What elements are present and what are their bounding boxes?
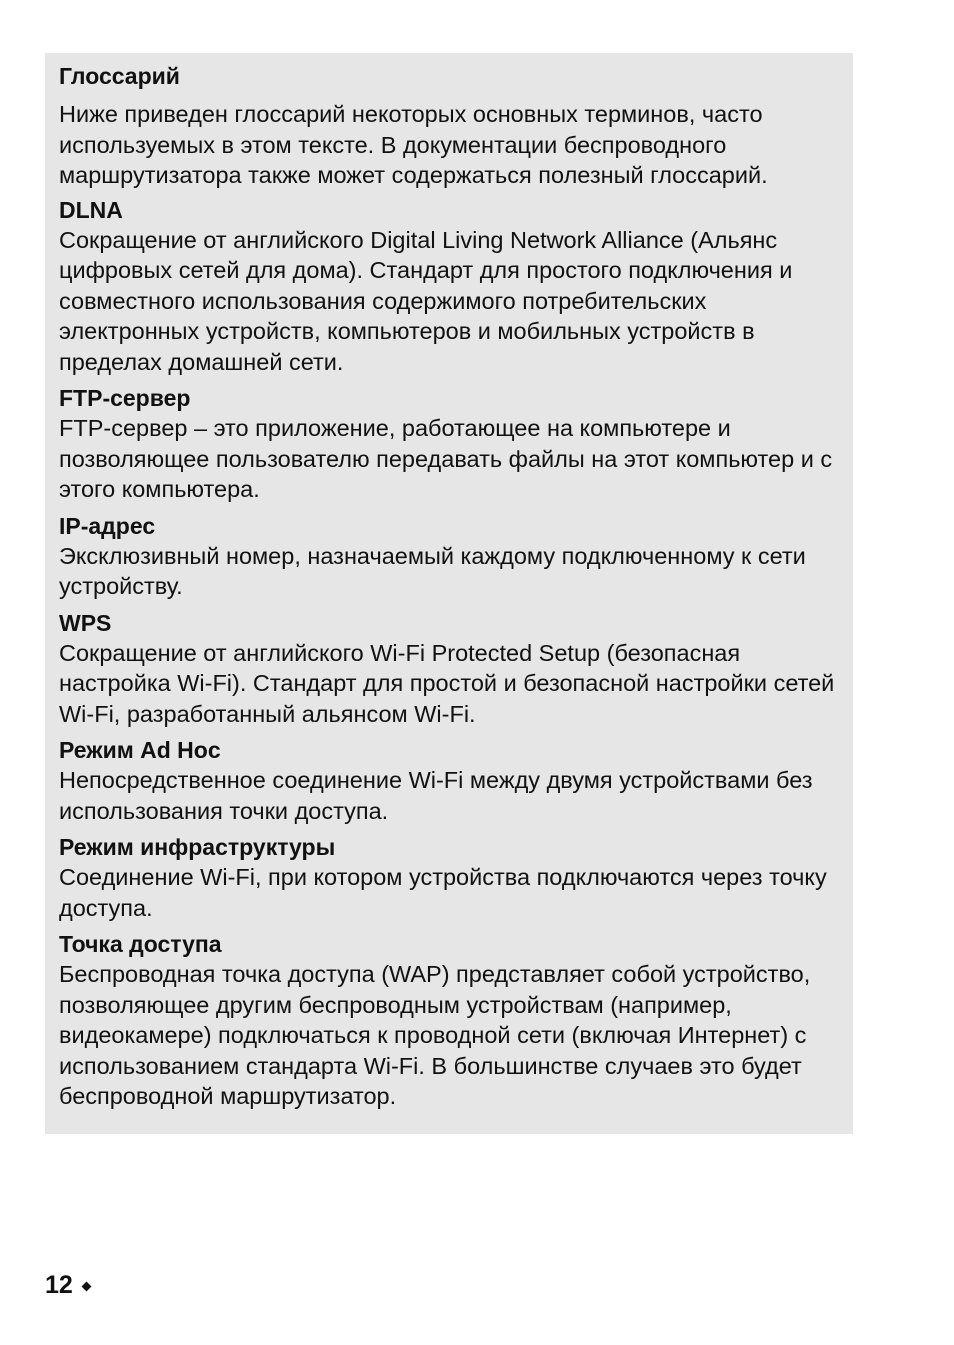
glossary-term: DLNA [59,196,123,223]
glossary-definition: Эксклюзивный номер, назначаемый каждому подключенному к сети устройству. [59,542,806,599]
glossary-term: FTP-сервер [59,385,191,411]
glossary-term: Точка доступа [59,931,222,957]
glossary-term: Режим Ad Hoc [59,737,221,763]
glossary-definition: Сокращение от английского Digital Living Network Alliance (Альянс цифровых сетей для дома). Стандарт для простого подключения и совместного использования содержимого потребительских электронных устройств, компьютеров и мобильных устройств в пределах домашней сети. [59,226,793,375]
page-number: 12 [45,1271,73,1299]
glossary-entry-wps [59,608,843,730]
glossary-definition: Беспроводная точка доступа (WAP) представляет собой устройство, позволяющее другим беспроводным устройствам (например, видеокамере) подключаться к проводной сети (включая Интернет) с использованием стандарта Wi-Fi. В большинстве случаев это будет беспроводной маршрутизатор. [59,961,811,1109]
glossary-term: IP-адрес [59,512,156,539]
glossary-entry-ad-hoc [59,735,843,826]
glossary-definition: FTP-сервер – это приложение, работающее на компьютере и позволяющее пользователю передавать файлы на этот компьютер и с этого компьютера. [59,415,833,502]
glossary-entry-infrastructure [59,832,843,923]
glossary-entry-ftp-server [59,383,843,505]
glossary-definition: Соединение Wi-Fi, при котором устройства подключаются через точку доступа. [59,864,827,921]
glossary-term: WPS [59,609,112,636]
glossary-entry-ip-address [59,511,843,602]
glossary-definition: Непосредственное соединение Wi-Fi между двумя устройствами без использования точки доступа. [59,767,813,824]
glossary-box [45,53,853,1134]
glossary-intro: Ниже приведен глоссарий некоторых основных терминов, часто используемых в этом тексте. В документации беспроводного маршрутизатора также может содержаться полезный глоссарий. [59,101,768,188]
diamond-icon [81,1281,91,1291]
glossary-title: Глоссарий [59,63,180,89]
glossary-entry-access-point [59,929,843,1112]
glossary-entry-dlna [59,195,843,378]
glossary-definition: Сокращение от английского Wi-Fi Protected Setup (безопасная настройка Wi-Fi). Стандарт для простой и безопасной настройки сетей Wi-Fi, разработанный альянсом Wi-Fi. [59,639,835,727]
glossary-term: Режим инфраструктуры [59,834,336,860]
page-footer [45,1268,90,1302]
